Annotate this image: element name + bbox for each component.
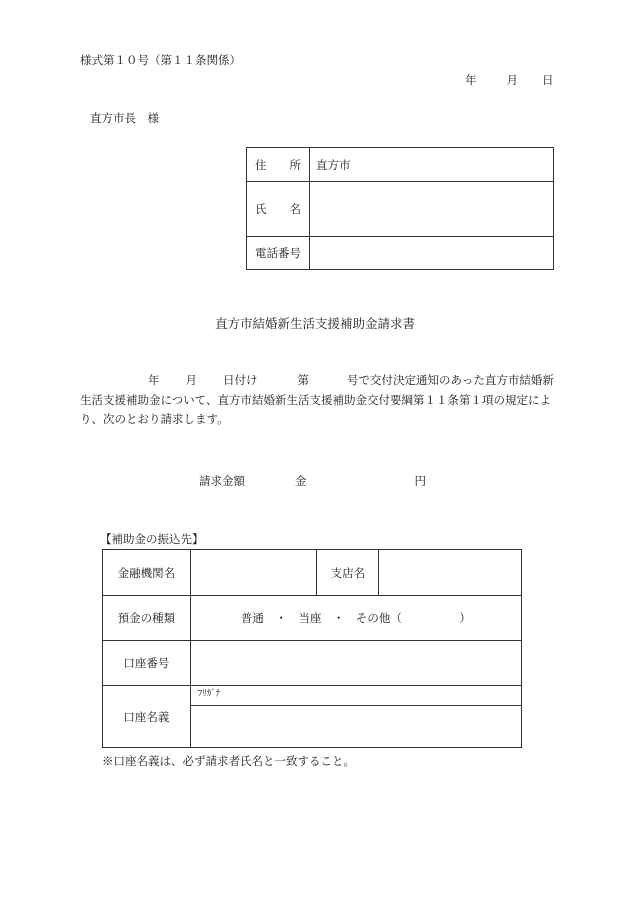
address-field[interactable]: 直方市 [310,148,554,182]
furigana-label: ﾌﾘｶﾞﾅ [197,689,221,699]
branch-label: 支店名 [317,550,379,596]
deposit-type-label: 預金の種類 [103,596,191,641]
furigana-field[interactable] [190,686,521,706]
body-year: 年 [148,373,160,387]
body-paragraph [80,371,555,430]
address-label: 住 所 [247,148,310,182]
bank-table [102,549,522,748]
form-number: 様式第１０号（第１１条関係） [80,53,241,67]
amount-yen: 円 [414,474,426,488]
applicant-table [246,147,554,270]
body-day-suffix: 日付け [223,373,258,387]
amount-line [199,473,426,489]
transfer-heading: 【補助金の振込先】 [100,532,204,546]
amount-label: 請求金額 [199,474,245,488]
name-label: 氏 名 [247,182,310,237]
amount-kin: 金 [295,474,307,488]
phone-field[interactable] [310,237,554,270]
account-number-field[interactable] [190,641,521,686]
date-month: 月 [506,73,518,87]
date-line [465,72,554,88]
account-holder-label: 口座名義 [103,686,191,748]
date-day: 日 [542,73,554,87]
account-number-label: 口座番号 [103,641,191,686]
account-holder-field[interactable] [190,706,521,748]
addressee: 直方市長 様 [90,111,159,125]
note: ※口座名義は、必ず請求者氏名と一致すること。 [102,754,355,768]
body-rest: 号で交付決定通知のあった直方市結婚新生活支援補助金について、直方市結婚新生活支援補助金交付要綱第１１条第１項の規定により、次のとおり請求します。 [80,373,554,426]
name-field[interactable] [310,182,554,237]
date-year: 年 [465,73,477,87]
deposit-type-options[interactable]: 普通 ・ 当座 ・ その他（ ） [190,596,521,641]
bank-label: 金融機関名 [103,550,191,596]
document-title: 直方市結婚新生活支援補助金請求書 [214,316,415,331]
branch-name-field[interactable] [379,550,522,596]
phone-label: 電話番号 [247,237,310,270]
body-dai: 第 [297,373,309,387]
bank-name-field[interactable] [190,550,317,596]
body-month: 月 [185,373,197,387]
